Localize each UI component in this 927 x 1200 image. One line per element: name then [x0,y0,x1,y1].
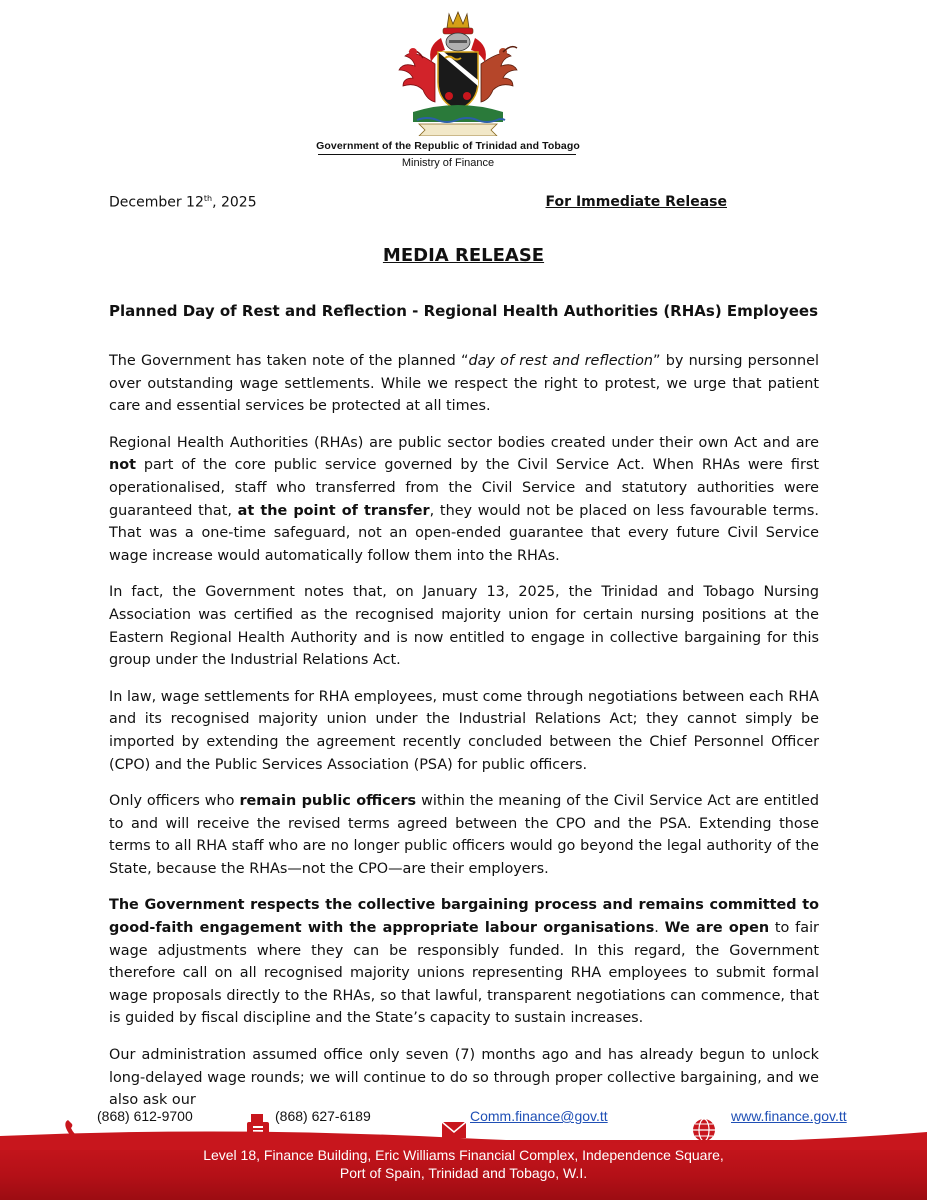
document-title: MEDIA RELEASE [382,245,545,266]
paragraph: In fact, the Government notes that, on January 13, 2025, the Trinidad and Tobago Nursing Association was certified as the recognised majority union for certain nursing positions at the Eastern Regional Health Authority and is now entitled to engage in collective bargaining for this group under the Industrial Relations Act. [109,584,819,669]
bold-run: remain public officers [239,793,417,810]
ministry-name: Ministry of Finance [401,157,495,169]
bold-run: We are open [664,920,770,937]
date-text-main: December 12 [109,194,204,211]
text-run: , they would not be placed on less favourable terms. That was a one-time safeguard, not an open-ended guarantee that every future Civil Service wage increase would automatically follow them into the RHAs. [109,502,819,564]
italic-run: day of rest and reflection [468,353,654,369]
coat-of-arms-emblem [383,8,533,136]
fax-number: (868) 627-6189 [275,1108,371,1124]
bold-run: The Government respects the collective bargaining process and remains committed to good-faith engagement with the appropriate labour organisations [109,897,819,937]
text-run: Only officers who [109,793,240,810]
date-ordinal: th [203,194,213,203]
government-name: Government of the Republic of Trinidad and Tobago [316,140,580,152]
email-link[interactable]: Comm.finance@gov.tt [470,1108,608,1124]
text-run: within the meaning of the Civil Service Act are entitled to and will receive the revised terms agreed between the CPO and the PSA. Extending those terms to all RHA staff who are no longer public officers would go beyond the legal authority of the State, because the RHAs—not the CPO—are their employers. [109,793,819,877]
date-text-year: , 2025 [212,194,257,211]
release-body [109,350,819,1126]
text-run: The Government has taken note of the planned “ [109,353,469,369]
phone-number: (868) 612-9700 [97,1108,193,1124]
address-line-1: Level 18, Finance Building, Eric Williams Financial Complex, Independence Square, [203,1147,724,1163]
text-run: to fair wage adjustments where they can be responsibly funded. In this regard, the Government therefore call on all recognised majority unions representing RHA employees to submit formal wage proposals directly to the RHAs, so that lawful, transparent negotiations can commence, that is guided by fiscal discipline and the State’s capacity to sustain increases. [109,920,819,1027]
paragraph: Our administration assumed office only seven (7) months ago and has already begun to unlock long-delayed wage rounds; we will continue to do so through proper collective bargaining, and we also ask our [109,1047,819,1109]
paragraph [109,894,819,1030]
text-run: ” by nursing personnel over outstanding wage settlements. While we respect the right to protest, we urge that patient care and essential services be protected at all times. [109,353,819,415]
bold-run: at the point of transfer [237,502,430,519]
paragraph [109,432,819,568]
document-subtitle: Planned Day of Rest and Reflection - Regional Health Authorities (RHAs) Employees [108,302,819,320]
paragraph: In law, wage settlements for RHA employees, must come through negotiations between each RHA and its recognised majority union under the Industrial Relations Act; they cannot simply be imported by extending the agreement recently concluded between the Chief Personnel Officer (CPO) and the Public Services Association (PSA) for public officers. [109,688,819,773]
bold-run: not [109,457,137,474]
website-link[interactable]: www.finance.gov.tt [731,1108,847,1124]
text-run: part of the core public service governed by the Civil Service Act. When RHAs were first operationalised, staff who transferred from the Civil Service and statutory authorities were guaranteed that, [109,457,819,519]
footer-address [0,1146,927,1182]
header-divider [318,154,576,155]
address-line-2: Port of Spain, Trinidad and Tobago, W.I. [339,1165,588,1181]
release-status: For Immediate Release [545,194,727,210]
text-run: Regional Health Authorities (RHAs) are public sector bodies created under their own Act and are [109,434,819,451]
release-date [109,194,257,211]
paragraph [109,790,819,880]
paragraph [109,350,819,418]
text-run: . [654,920,665,937]
